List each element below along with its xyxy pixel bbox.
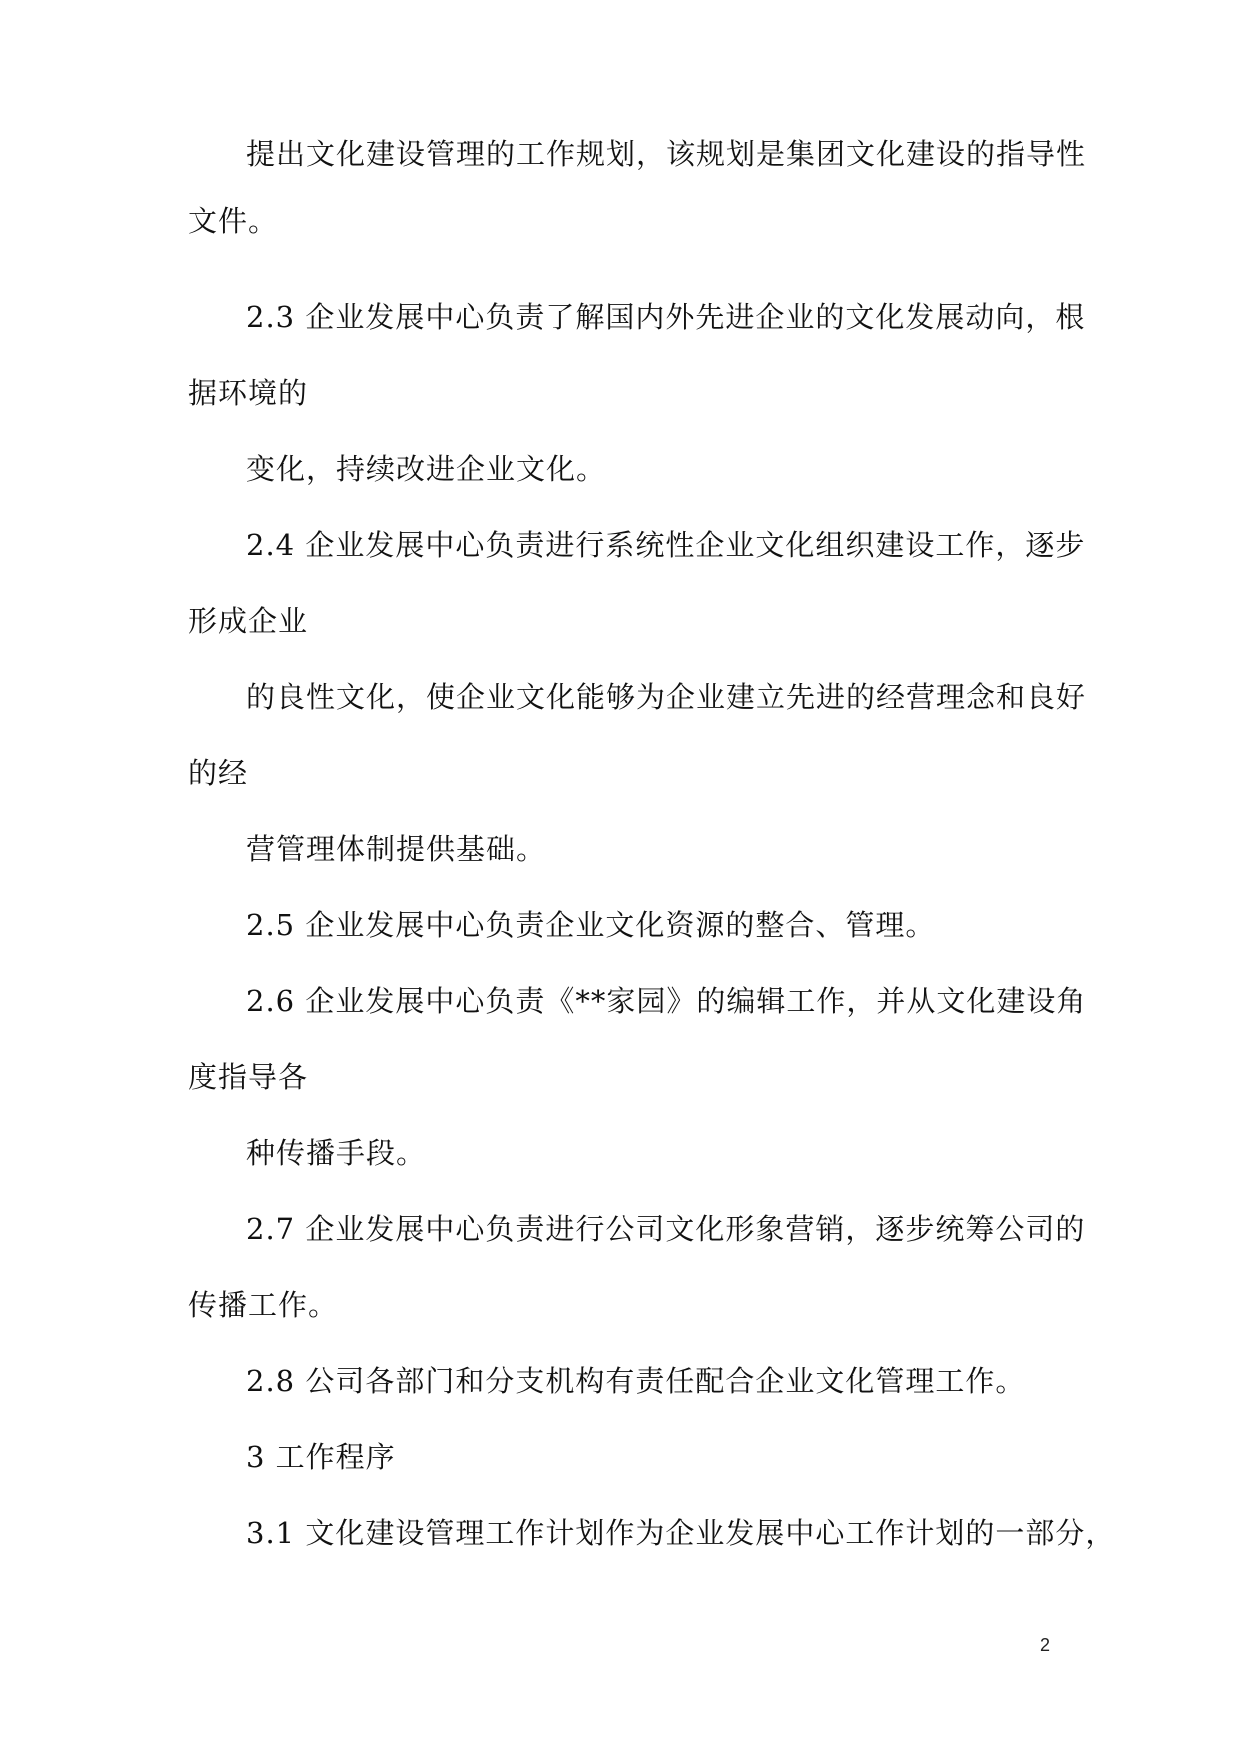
text-line: 种传播手段。	[246, 1136, 427, 1170]
text-line: 的经	[188, 756, 249, 790]
text-line: 营管理体制提供基础。	[246, 832, 547, 866]
text-line: 提出文化建设管理的工作规划，该规划是集团文化建设的指导性	[246, 137, 1087, 171]
text-line: 形成企业	[188, 604, 309, 638]
text-line: 2.8 公司各部门和分支机构有责任配合企业文化管理工作。	[246, 1364, 1026, 1398]
text-line: 变化，持续改进企业文化。	[246, 452, 607, 486]
text-line: 据环境的	[188, 376, 309, 410]
text-line: 3.1 文化建设管理工作计划作为企业发展中心工作计划的一部分，	[246, 1516, 1116, 1550]
text-line: 的良性文化，使企业文化能够为企业建立先进的经营理念和良好	[246, 680, 1087, 714]
text-line: 2.3 企业发展中心负责了解国内外先进企业的文化发展动向，根	[246, 300, 1086, 334]
text-line: 2.6 企业发展中心负责《**家园》的编辑工作，并从文化建设角	[246, 984, 1087, 1018]
text-line: 2.7 企业发展中心负责进行公司文化形象营销，逐步统筹公司的	[246, 1212, 1086, 1246]
text-line: 文件。	[188, 204, 279, 238]
page-number: 2	[1040, 1635, 1051, 1655]
text-line: 2.4 企业发展中心负责进行系统性企业文化组织建设工作，逐步	[246, 528, 1086, 562]
text-line: 3 工作程序	[246, 1440, 396, 1474]
text-line: 度指导各	[188, 1060, 309, 1094]
text-line: 传播工作。	[188, 1288, 339, 1322]
text-line: 2.5 企业发展中心负责企业文化资源的整合、管理。	[246, 908, 936, 942]
